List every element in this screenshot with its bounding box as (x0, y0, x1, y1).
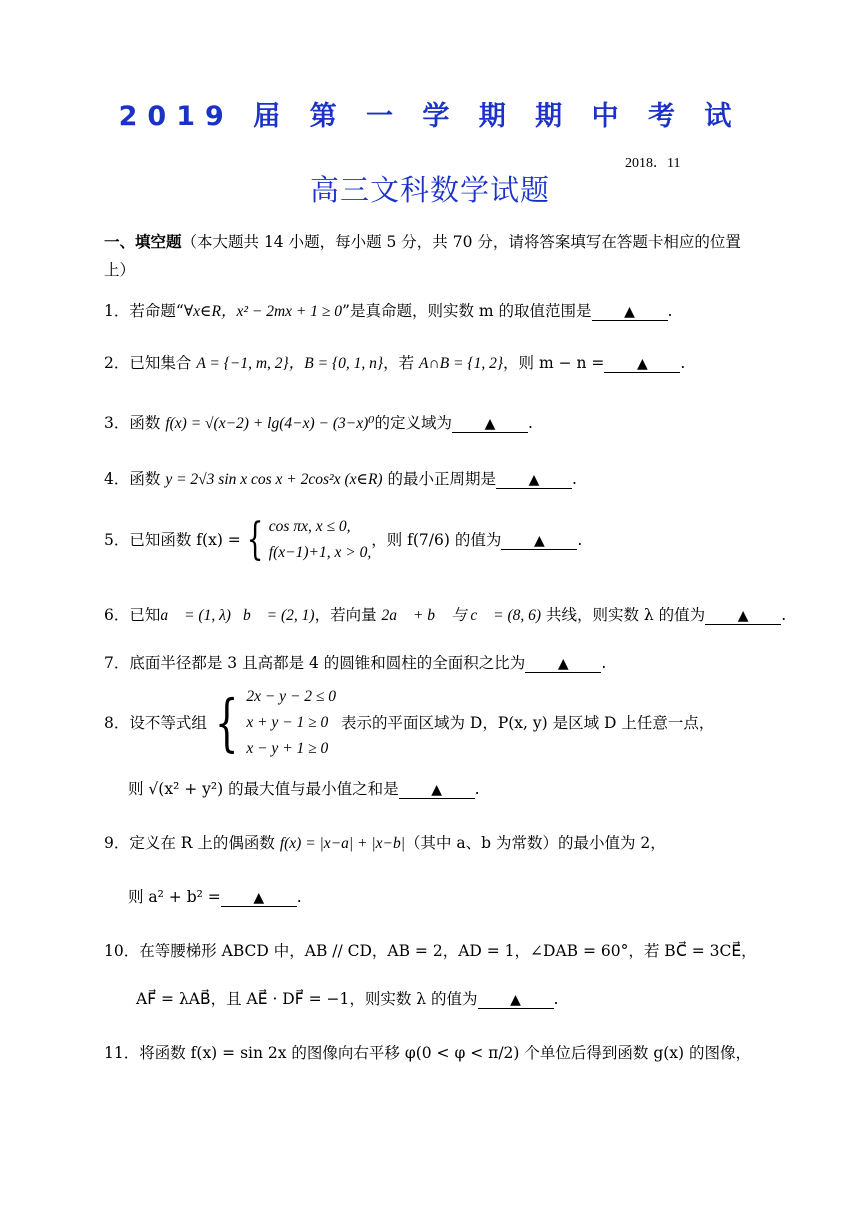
section-heading (104, 228, 764, 284)
answer-blank[interactable]: ▲ (592, 302, 668, 321)
question-3: 3．函数 f(x) = √(x−2) + lg(4−x) − (3−x)⁰的定义域为 ▲ . (104, 414, 533, 432)
piecewise-cases: cos πx, x ≤ 0, f(x−1)+1, x > 0, (268, 518, 372, 561)
answer-blank[interactable]: ▲ (604, 354, 680, 373)
question-10-line2: AF⃗ = λAB⃗，且 AE⃗ · DF⃗ = −1，则实数 λ 的值为 ▲ . (136, 990, 559, 1008)
answer-blank[interactable]: ▲ (525, 654, 601, 673)
answer-blank[interactable]: ▲ (478, 990, 554, 1009)
question-8: 8．设不等式组 { 2x − y − 2 ≤ 0 x + y − 1 ≥ 0 x − y + 1 ≥ 0 表示的平面区域为 D，P(x, y) 是区域 D 上任意一点， (104, 684, 714, 762)
answer-blank[interactable]: ▲ (501, 531, 577, 550)
answer-blank[interactable]: ▲ (496, 470, 572, 489)
question-6: 6．已知a⃗ = (1, λ)，b⃗ = (2, 1)，若向量 2a⃗ + b⃗ 与 c⃗ = (8, 6) 共线，则实数 λ 的值为 ▲ . (104, 606, 787, 624)
answer-blank[interactable]: ▲ (399, 780, 475, 799)
question-9-line2: 则 a² + b² = ▲ . (128, 888, 302, 906)
section-label: 一、填空题 (104, 233, 182, 251)
question-5: 5．已知函数 f(x) = { cos πx, x ≤ 0, f(x−1)+1, x > 0, ，则 f(7/6) 的值为 ▲ . (104, 514, 583, 565)
inequality-system: 2x − y − 2 ≤ 0 x + y − 1 ≥ 0 x − y + 1 ≥ 0 (246, 688, 337, 757)
question-8-line2: 则 √(x² + y²) 的最大值与最小值之和是 ▲ . (128, 780, 480, 798)
brace: { (214, 686, 239, 759)
question-11: 11．将函数 f(x) = sin 2x 的图像向右平移 φ(0 < φ < π/2) 个单位后得到函数 g(x) 的图像， (104, 1044, 752, 1062)
question-10: 10．在等腰梯形 ABCD 中，AB // CD，AB = 2，AD = 1，∠DAB = 60°，若 BC⃗ = 3CE⃗， (104, 942, 757, 960)
paper-title: 高三文科数学试题 (309, 173, 550, 207)
answer-blank[interactable]: ▲ (705, 606, 781, 625)
question-4: 4．函数 y = 2√3 sin x cos x + 2cos²x (x∈R) 的最小正周期是 ▲ . (104, 470, 577, 488)
question-7: 7．底面半径都是 3 且高都是 4 的圆锥和圆柱的全面积之比为 ▲ . (104, 654, 607, 672)
brace: { (246, 514, 264, 565)
question-2: 2．已知集合 A = {−1, m, 2}，B = {0, 1, n}，若 A∩B = {1, 2}，则 m − n = ▲ . (104, 354, 686, 372)
exam-date: 2018．11 (625, 156, 681, 171)
answer-blank[interactable]: ▲ (452, 414, 528, 433)
exam-title: 2019 届 第 一 学 期 期 中 考 试 (118, 101, 742, 132)
answer-blank[interactable]: ▲ (221, 888, 297, 907)
question-9: 9．定义在 R 上的偶函数 f(x) = |x−a| + |x−b|（其中 a、b 为常数）的最小值为 2， (104, 834, 666, 852)
question-1: 1．若命题“∀x∈R，x² − 2mx + 1 ≥ 0”是真命题，则实数 m 的取值范围是 ▲ . (104, 302, 673, 320)
section-instructions: （本大题共 14 小题，每小题 5 分，共 70 分，请将答案填写在答题卡相应的位置上） (104, 233, 741, 279)
